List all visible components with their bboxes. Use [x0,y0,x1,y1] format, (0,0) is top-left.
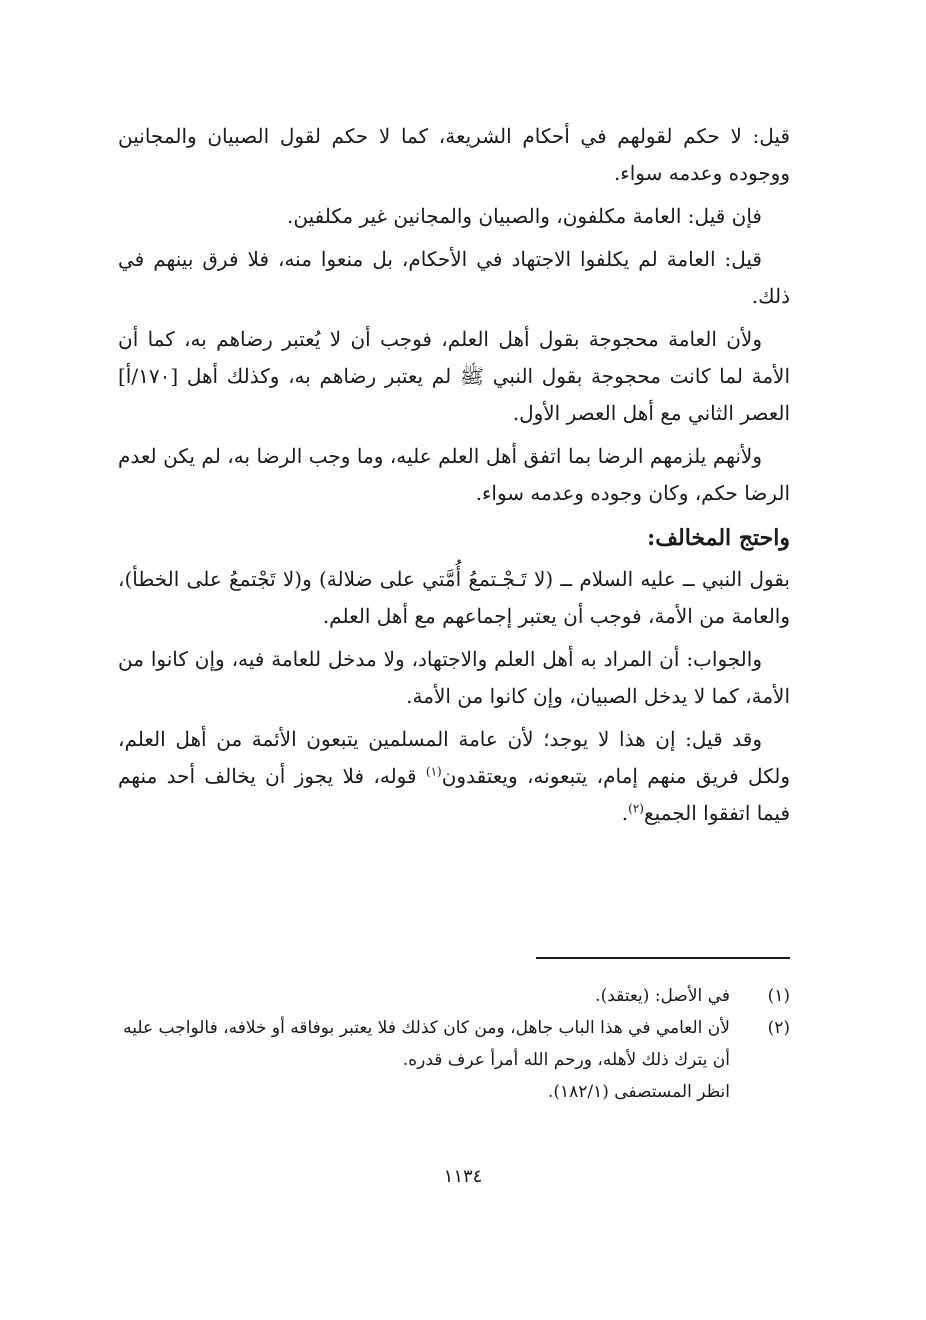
footnote [118,980,790,1012]
main-text [118,118,790,838]
footnote-number: (١) [767,986,790,1006]
paragraph: بقول النبي ــ عليه السلام ــ (لا تَـجْـتمعُ أُمَّتي على ضلالة) و(لا تَجْتمعُ على الخطأ)، والعامة من الأمة، فوجب أن يعتبر إجماعهم مع أهل العلم. [118,567,790,628]
footnote-ref[interactable]: (١) [425,764,442,779]
paragraph: والجواب: أن المراد به أهل العلم والاجتهاد، ولا مدخل للعامة فيه، وإن كانوا من الأمة، كما لا يدخل الصبيان، وإن كانوا من الأمة. [118,647,790,708]
paragraph-text: قوله، فلا يجوز أن يخالف أحد منهم فيما اتفقوا الجميع [118,764,790,825]
footnote-text: لأن العامي في هذا الباب جاهل، ومن كان كذلك فلا يعتبر بوفاقه أو خلافه، فالواجب عليه أن يترك ذلك لأهله، ورحم الله أمرأ عرف قدره. [123,1018,730,1070]
footnote-number: (٢) [767,1018,790,1038]
paragraph: ولأنهم يلزمهم الرضا بما اتفق أهل العلم عليه، وما وجب الرضا به، لم يكن لعدم الرضا حكم، وكان وجوده وعدمه سواء. [118,444,790,505]
paragraph-text: . [621,801,629,825]
paragraph [118,721,790,832]
paragraph: قيل: لا حكم لقولهم في أحكام الشريعة، كما لا حكم لقول الصبيان والمجانين ووجوده وعدمه سواء. [118,124,790,185]
paragraph-text: وقد قيل: إن هذا لا يوجد؛ لأن عامة المسلمين يتبعون الأئمة من أهل العلم، ولكل فريق منهم إمام، يتبعونه، ويعتقدون [118,727,790,788]
paragraph: ولأن العامة محجوجة بقول أهل العلم، فوجب أن لا يُعتبر رضاهم به، كما أن الأمة لما كانت محجوجة بقول النبي ﷺ لم يعتبر رضاهم به، وكذلك أهل [١٧٠/أ] العصر الثاني مع أهل العصر الأول. [118,327,790,425]
section-heading: واحتج المخالف: [647,525,790,551]
paragraph: فإن قيل: العامة مكلفون، والصبيان والمجانين غير مكلفين. [287,204,762,228]
paragraph: قيل: العامة لم يكلفوا الاجتهاد في الأحكام، بل منعوا منه، فلا فرق بينهم في ذلك. [118,247,790,308]
footnote-divider [536,957,790,959]
footnote-continuation: انظر المستصفى (١٨٢/١). [547,1082,730,1102]
footnote [118,1012,790,1076]
footnote-ref[interactable]: (٢) [628,801,644,816]
footnote-text: في الأصل: (يعتقد). [595,986,730,1006]
footnotes [118,980,790,1108]
page-number: ١١٣٤ [443,1166,483,1187]
